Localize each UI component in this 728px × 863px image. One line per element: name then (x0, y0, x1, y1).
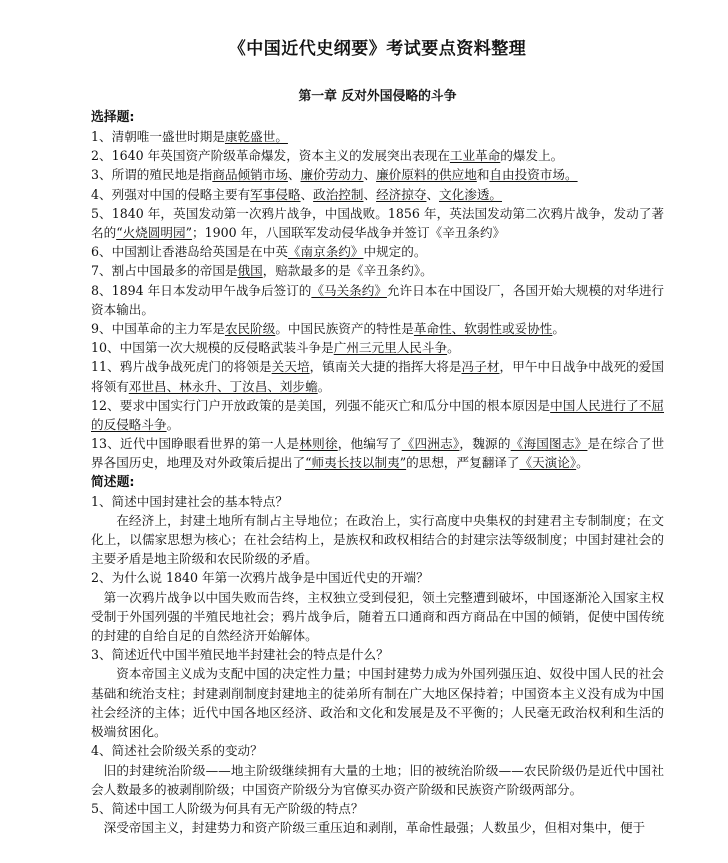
short-question: 1、简述中国封建社会的基本特点？ (91, 493, 288, 509)
item-text: 。 (317, 378, 331, 394)
item-text: 、 (363, 167, 377, 183)
item-text: 列强对中国的侵略主要有 (111, 186, 251, 202)
item-text: 割占中国最多的帝国是 (111, 263, 238, 279)
underlined-answer: 《南京条约》 (287, 244, 364, 260)
item-text: 和 (476, 167, 490, 183)
choice-item (91, 261, 664, 280)
item-text: 。 (447, 340, 460, 356)
item-number: 7、 (91, 263, 112, 279)
short-answer-list (91, 492, 664, 838)
document-title: 《中国近代史纲要》考试要点资料整理 (228, 39, 527, 59)
item-text: 1640 年英国资产阶级革命爆发，资本主义的发展突出表现在 (111, 148, 450, 164)
item-text: ，魏源的 (459, 436, 511, 452)
choice-item (91, 242, 664, 261)
underlined-answer: 《四洲志》 (401, 436, 460, 452)
short-answer: 旧的封建统治阶级——地主阶级继续拥有大量的土地；旧的被统治阶级——农民阶级仍是近代中国社会人数最多的被剥削阶级；中国资产阶级分为官僚买办资产阶级和民族资产阶级两部分。 (91, 762, 664, 797)
underlined-answer: 康乾盛世。 (224, 129, 288, 144)
item-number: 8、 (91, 282, 112, 298)
underlined-answer: 俄国 (237, 263, 263, 279)
short-answer: 深受帝国主义，封建势力和资产阶级三重压迫和剥削，革命性最强；人数虽少，但相对集中，便于 (103, 820, 646, 836)
chapter-heading: 第一章 反对外国侵略的斗争 (298, 89, 457, 104)
choice-item (91, 319, 664, 338)
item-number: 9、 (91, 321, 112, 337)
underlined-answer: 林则徐 (299, 436, 338, 452)
item-text: 1894 年日本发动甲午战争后签订的 (111, 282, 312, 298)
short-question: 3、简述近代中国半殖民地半封建社会的特点是什么？ (91, 647, 389, 663)
item-text: 中国革命的主力军是 (111, 321, 225, 337)
item-number: 5、 (91, 205, 112, 221)
item-text: ，镇南关大捷的指挥大将是 (309, 359, 462, 375)
item-number: 4、 (91, 186, 112, 202)
choice-item (91, 204, 664, 242)
item-text: 允许日本在中国设厂，各国开始大规模的对华进行资本输出。 (91, 282, 665, 317)
choice-item (91, 185, 664, 204)
underlined-answer: 廉价原料的供应地 (376, 167, 477, 183)
choice-item (91, 357, 664, 395)
underlined-answer: 中国人民进行了不屈的反侵略斗争 (91, 397, 665, 433)
item-text: 。 (552, 321, 565, 337)
item-number: 6、 (91, 244, 112, 260)
item-text: 所谓的殖民地是指 (111, 167, 213, 183)
underlined-answer: 文化渗透。 (439, 186, 503, 202)
section-heading-short: 简述题: (91, 474, 135, 490)
underlined-answer: 革命性、软弱性或妥协性 (413, 321, 553, 337)
item-text: ，赔款最多的是《辛丑条约》。 (262, 263, 433, 279)
underlined-answer: 经济掠夺 (376, 186, 427, 202)
short-answer: 第一次鸦片战争以中国失败而告终，主权独立受到侵犯，领土完整遭到破坏，中国逐渐沦入国家主权受制于外国列强的半殖民地社会；鸦片战争后，随着五口通商和西方商品在中国的倾销，促使中国传统的封建的自给自足的自然经济开始解体。 (91, 589, 664, 644)
underlined-answer: 自由投资市场。 (489, 167, 578, 183)
choice-item (91, 434, 664, 472)
underlined-answer: 廉价劳动力 (300, 167, 364, 183)
item-text: ，他编写了 (337, 436, 402, 452)
underlined-answer: 工业革命 (449, 148, 501, 164)
item-text: 中规定的。 (363, 244, 427, 260)
underlined-answer: 《海国图志》 (510, 436, 588, 452)
choice-item (91, 165, 664, 184)
item-number: 12、 (91, 397, 120, 413)
short-question: 5、简述中国工人阶级为何具有无产阶级的特点？ (91, 800, 364, 816)
item-text: 、 (287, 167, 301, 183)
item-text: 近代中国睁眼看世界的第一人是 (120, 436, 300, 452)
underlined-answer: 商品倾销市场 (212, 167, 288, 183)
item-text: 。 (576, 455, 589, 471)
item-text: 、 (300, 186, 314, 202)
underlined-answer: 农民阶级 (224, 321, 276, 337)
underlined-answer: 军事侵略 (250, 186, 301, 202)
underlined-answer: 政治控制 (313, 186, 364, 202)
item-text: 的爆发上。 (500, 148, 564, 164)
item-text: 清朝唯一盛世时期是 (111, 129, 225, 144)
item-text: 要求中国实行门户开放政策的是美国，列强不能灭亡和瓜分中国的根本原因是 (119, 397, 551, 413)
choice-item (91, 396, 664, 434)
item-text: 、 (426, 186, 440, 202)
item-text: ，甲午中日战争中战死的爱国将领有 (91, 359, 665, 394)
choice-item (91, 146, 664, 165)
item-text: 中国第一次大规模的反侵略武装斗争是 (119, 340, 334, 356)
short-answer: 在经济上，封建土地所有制占主导地位；在政治上，实行高度中央集权的封建君主专制制度；在文化上，以儒家思想为核心；在社会结构上，是族权和政权相结合的封建宗法等级制度；中国封建社会的主要矛盾是地主阶级和农民阶级的矛盾。 (91, 512, 664, 567)
item-number: 10、 (91, 340, 120, 356)
item-number: 3、 (91, 167, 112, 183)
choice-item (91, 281, 664, 319)
underlined-answer: 冯子材 (461, 359, 500, 375)
underlined-answer: “火烧圆明园” (116, 225, 193, 241)
underlined-answer: 广州三元里人民斗争 (333, 340, 448, 356)
item-text: 的思想，严复翻译了 (406, 455, 520, 471)
item-text: 。中国民族资产的特性是 (275, 321, 414, 337)
item-text: 。 (166, 417, 180, 433)
choice-item (91, 338, 664, 357)
item-text: ；1900 年，八国联军发动侵华战争并签订《辛丑条约》 (192, 225, 506, 241)
choice-question-list (91, 127, 664, 473)
underlined-answer: 《天演论》 (519, 455, 577, 471)
short-question: 2、为什么说 1840 年第一次鸦片战争是中国近代史的开端？ (91, 570, 429, 586)
item-number: 11、 (91, 359, 120, 375)
item-text: 中国割让香港岛给英国是在中英 (111, 244, 288, 260)
underlined-answer: “师夷长技以制夷” (305, 455, 407, 471)
choice-item (91, 127, 664, 146)
item-text: 鸦片战争战死虎门的将领是 (119, 359, 272, 375)
underlined-answer: 《马关条约》 (311, 282, 387, 298)
underlined-answer: 关天培 (271, 359, 310, 375)
underlined-answer: 邓世昌、林永升、丁汝昌、刘步蟾 (128, 378, 318, 394)
short-question: 4、简述社会阶级关系的变动？ (91, 743, 263, 759)
item-text: 、 (363, 186, 377, 202)
section-heading-choice: 选择题: (91, 110, 135, 125)
short-answer: 资本帝国主义成为支配中国的决定性力量；中国封建势力成为外国列强压迫、奴役中国人民的社会基础和统治支柱；封建剥削制度封建地主的徒弟所有制在广大地区保持着；中国资本主义没有成为中国社会经济的主体；近代中国各地区经济、政治和文化和发展是及不平衡的；人民毫无政治权利和生活的极端贫困化。 (91, 666, 664, 740)
item-text: 是在综合了世界各国历史，地理及对外政策后提出了 (91, 436, 665, 471)
item-number: 2、 (91, 148, 112, 164)
item-number: 1、 (91, 129, 112, 144)
item-text: 1840 年，英国发动第一次鸦片战争，中国战败。1856 年，英法国发动第二次鸦片战争，发动了著名的 (91, 205, 665, 241)
item-number: 13、 (91, 436, 121, 452)
